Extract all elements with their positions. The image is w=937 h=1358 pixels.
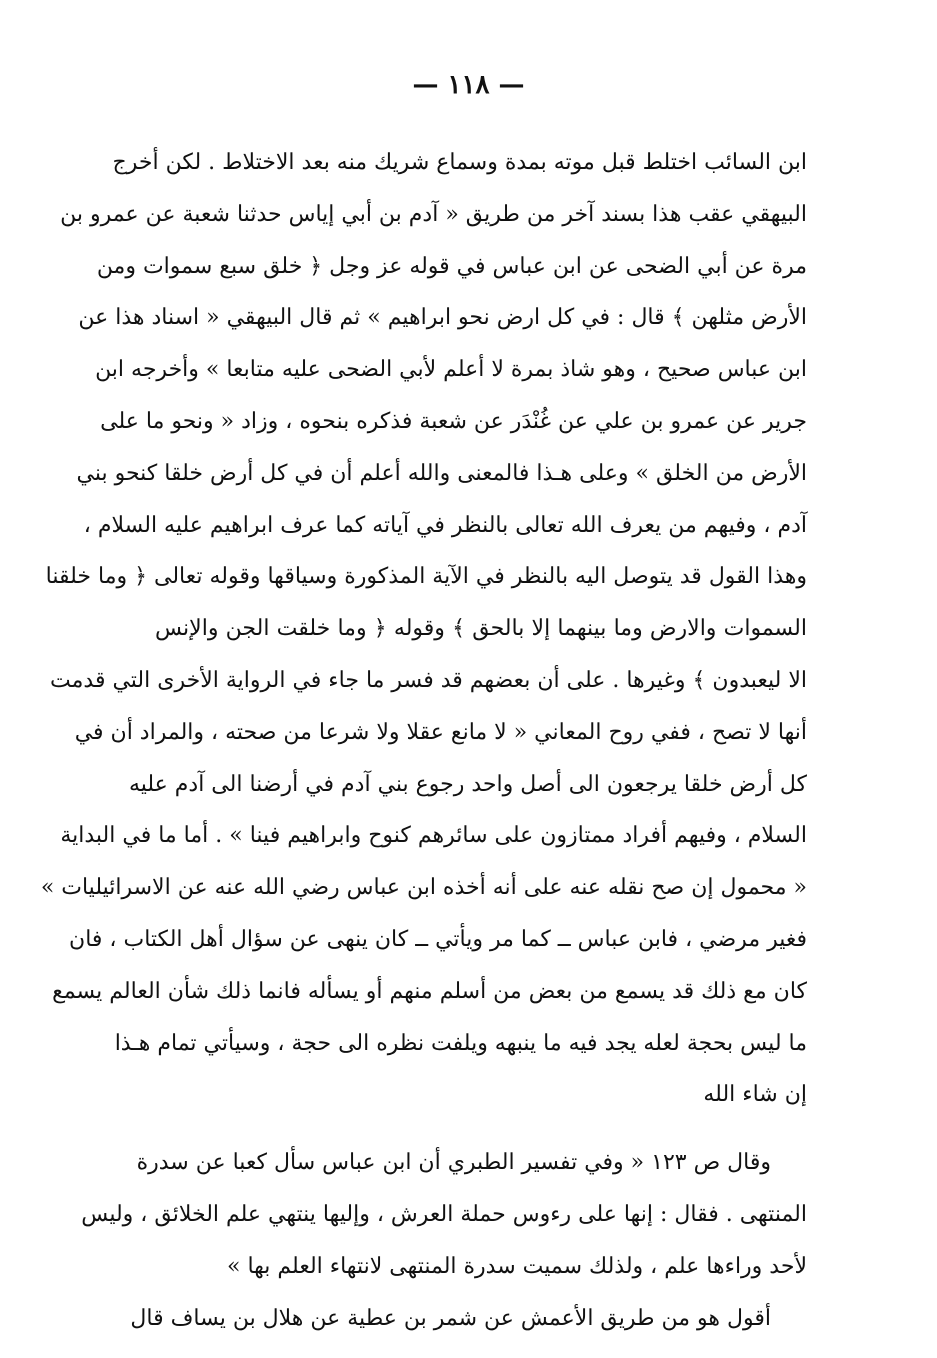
- text-line: وقال ص ١٢٣ « وفي تفسير الطبري أن ابن عباس سأل كعبا عن سدرة: [136, 1150, 771, 1176]
- text-line: البيهقي عقب هذا بسند آخر من طريق « آدم بن أبي إياس حدثنا شعبة عن عمرو بن: [60, 201, 807, 227]
- text-line: ابن عباس صحيح ، وهو شاذ بمرة لا أعلم لأبي الضحى عليه متابعا » وأخرجه ابن: [95, 357, 807, 383]
- text-line: السموات والارض وما بينهما إلا بالحق ﴾ وقوله ﴿ وما خلقت الجن والإنس: [155, 616, 807, 642]
- page-number: — ١١٨ —: [412, 70, 525, 100]
- text-line: الأرض مثلهن ﴾ قال : في كل ارض نحو ابراهيم » ثم قال البيهقي « اسناد هذا عن: [78, 305, 807, 331]
- text-line: المنتهى . فقال : إنها على رءوس حملة العرش ، وإليها ينتهي علم الخلائق ، وليس: [81, 1201, 807, 1227]
- text-line: أنها لا تصح ، ففي روح المعاني « لا مانع عقلا ولا شرعا من صحته ، والمراد أن في: [74, 719, 807, 745]
- text-line: جرير عن عمرو بن علي عن غُنْدَر عن شعبة فذكره بنحوه ، وزاد « ونحو ما على: [100, 408, 807, 434]
- text-line: ما ليس بحجة لعله يجد فيه ما ينبهه ويلفت نظره الى حجة ، وسيأتي تمام هـذا: [114, 1030, 807, 1056]
- body-text: [40, 137, 807, 1344]
- text-line: مرة عن أبي الضحى عن ابن عباس في قوله عز وجل ﴿ خلق سبع سموات ومن: [96, 253, 807, 279]
- text-line: أقول هو من طريق الأعمش عن شمر بن عطية عن هلال بن يساف قال: [130, 1305, 771, 1331]
- text-line: آدم ، وفيهم من يعرف الله تعالى بالنظر في آياته كما عرف ابراهيم عليه السلام ،: [83, 512, 807, 538]
- text-line: ابن السائب اختلط قبل موته بمدة وسماع شريك منه بعد الاختلاط . لكن أخرج: [112, 150, 807, 175]
- text-line: الأرض من الخلق » وعلى هـذا فالمعنى والله أعلم أن في كل أرض خلقا كنحو بني: [76, 460, 807, 486]
- text-line: السلام ، وفيهم أفراد ممتازون على سائرهم كنوح وابراهيم فينا » . أما ما في البداية: [60, 823, 807, 849]
- text-line: « محمول إن صح نقله عنه على أنه أخذه ابن عباس رضي الله عنه عن الاسرائيليات »: [40, 875, 807, 901]
- text-line: وهذا القول قد يتوصل اليه بالنظر في الآية المذكورة وسياقها وقوله تعالى ﴿ وما خلقنا: [45, 564, 807, 590]
- text-line: كل أرض خلقا يرجعون الى أصل واحد رجوع بني آدم في أرضنا الى آدم عليه: [128, 771, 807, 797]
- text-line: فغير مرضي ، فابن عباس ــ كما مر ويأتي ــ كان ينهى عن سؤال أهل الكتاب ، فان: [69, 926, 807, 952]
- paragraph-gap: [155, 1121, 807, 1137]
- text-line: كان مع ذلك قد يسمع من بعض من أسلم منهم أو يسأله فانما ذلك شأن العالم يسمع: [52, 978, 807, 1004]
- text-line: لأحد وراءها علم ، ولذلك سميت سدرة المنتهى لانتهاء العلم بها »: [227, 1253, 807, 1279]
- text-line: إن شاء الله: [703, 1082, 807, 1108]
- text-line: الا ليعبدون ﴾ وغيرها . على أن بعضهم قد فسر ما جاء في الرواية الأخرى التي قدمت: [50, 667, 807, 693]
